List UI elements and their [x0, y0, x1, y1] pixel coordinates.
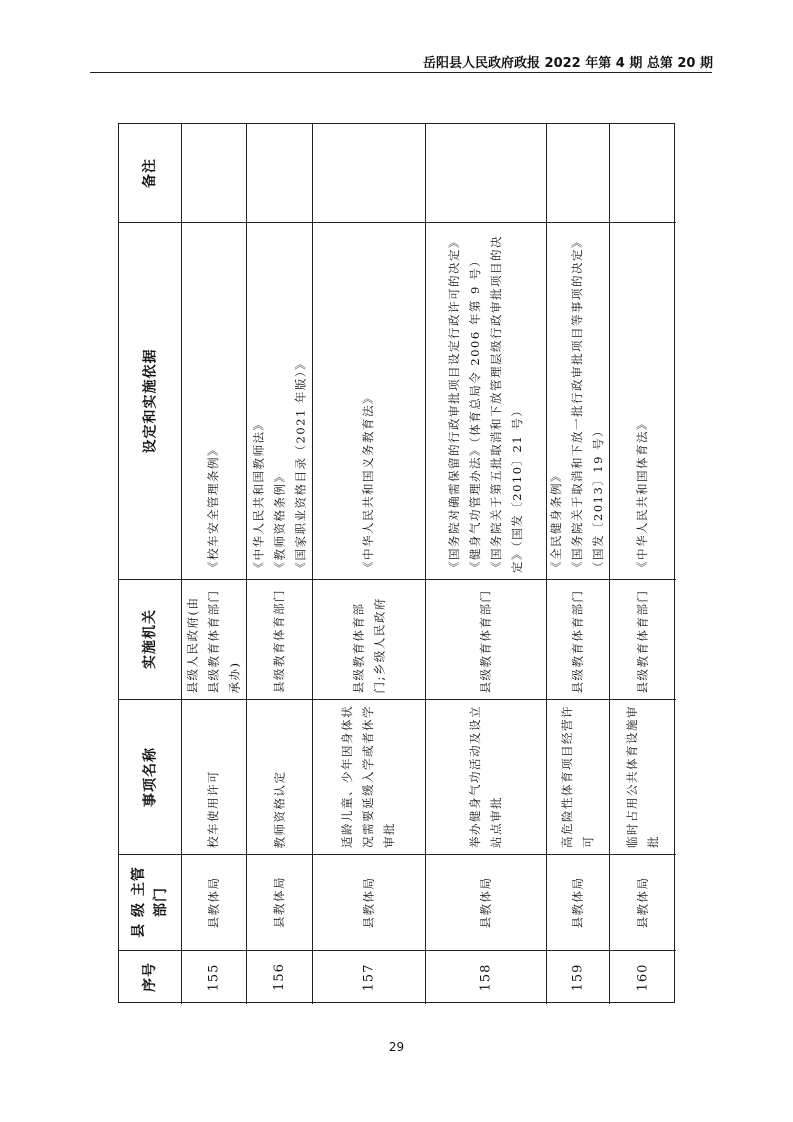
basis-entry: 《国家职业资格目录（2021 年版）》 — [292, 356, 307, 573]
basis-entry: 《中华人民共和国教师法》 — [250, 417, 265, 573]
row-4-note — [546, 124, 609, 222]
basis-entry: 《国务院关于取消和下放一批行政审批项目等事项的决定》（国发〔2013〕19 号） — [570, 235, 605, 573]
header-label-agency: 实施机关 — [142, 609, 158, 669]
basis-entry: 《国务院对确需保留的行政审批项目设定行政许可的决定》 — [446, 235, 461, 573]
basis-entry: 《中华人民共和国体育法》 — [635, 417, 649, 573]
row-5-dept — [609, 854, 676, 950]
row-4-dept — [546, 854, 609, 950]
cell-text-item: 校车使用许可 — [206, 770, 220, 848]
row-5-agency — [609, 579, 676, 699]
row-3-agency — [425, 579, 546, 699]
header-basis — [119, 222, 181, 579]
cell-text-seq: 155 — [206, 963, 221, 991]
row-2-agency — [312, 579, 425, 699]
row-5-note — [609, 124, 676, 222]
header-agency — [119, 579, 181, 699]
row-0-dept — [181, 854, 246, 950]
permit-table — [118, 123, 675, 1003]
header-divider — [90, 72, 712, 73]
row-2-item — [312, 699, 425, 854]
row-4-item — [546, 699, 609, 854]
cell-text-dept: 县教体局 — [206, 876, 220, 928]
header-seq — [119, 950, 181, 1004]
header-note — [119, 124, 181, 222]
cell-text-item: 举办健身气功活动及设立站点审批 — [467, 705, 503, 848]
row-1-note — [246, 124, 312, 222]
cell-text-dept: 县教体局 — [361, 876, 375, 928]
cell-text-seq: 156 — [271, 963, 287, 991]
cell-text-item: 高危险性体育项目经营许可 — [559, 705, 595, 848]
row-3-note — [425, 124, 546, 222]
cell-text-agency: 县级教育体育部门 — [271, 589, 286, 693]
row-3-item — [425, 699, 546, 854]
header-label-basis: 设定和实施依据 — [142, 348, 158, 453]
cell-text-agency: 县级人民政府(由县级教育体育部门承办) — [185, 589, 241, 693]
row-2-dept — [312, 854, 425, 950]
header-label-note: 备注 — [142, 158, 158, 188]
row-1-seq — [246, 950, 312, 1004]
cell-text-item: 适龄儿童、少年因身体状况需要延缓入学或者休学审批 — [340, 705, 396, 848]
row-3-dept — [425, 854, 546, 950]
basis-entry: 《教师资格条例》 — [271, 469, 286, 573]
row-0-item — [181, 699, 246, 854]
row-1-item — [246, 699, 312, 854]
cell-text-dept: 县教体局 — [635, 876, 649, 928]
row-3-basis — [425, 222, 546, 579]
row-4-seq — [546, 950, 609, 1004]
row-0-note — [181, 124, 246, 222]
cell-text-agency: 县级教育体育部门;乡级人民政府 — [350, 596, 386, 693]
header-item — [119, 699, 181, 854]
row-0-agency — [181, 579, 246, 699]
cell-text-dept: 县教体局 — [271, 876, 286, 928]
header-dept — [119, 854, 181, 950]
basis-entry: 《中华人民共和国义务教育法》 — [361, 391, 375, 573]
row-1-agency — [246, 579, 312, 699]
cell-text-dept: 县教体局 — [478, 876, 492, 928]
cell-text-item: 教师资格认定 — [271, 770, 286, 848]
cell-text-agency: 县级教育体育部门 — [478, 589, 492, 693]
row-4-agency — [546, 579, 609, 699]
row-2-basis — [312, 222, 425, 579]
header-label-dept: 县 级 主管部门 — [131, 866, 169, 938]
row-2-seq — [312, 950, 425, 1004]
cell-text-seq: 159 — [570, 963, 585, 991]
row-1-basis — [246, 222, 312, 579]
basis-entry: 《全民健身条例》 — [549, 469, 563, 573]
row-2-note — [312, 124, 425, 222]
header-label-item: 事项名称 — [142, 746, 158, 807]
running-header: 岳阳县人民政府政报 2022 年第 4 期 总第 20 期 — [423, 56, 713, 71]
cell-text-agency: 县级教育体育部门 — [570, 589, 584, 693]
cell-text-seq: 160 — [635, 963, 650, 991]
basis-entry: 《健身气功管理办法》（体育总局令 2006 年第 9 号） — [467, 254, 482, 573]
row-4-basis — [546, 222, 609, 579]
row-5-basis — [609, 222, 676, 579]
row-1-dept — [246, 854, 312, 950]
cell-text-seq: 157 — [361, 963, 376, 991]
cell-text-item: 临时占用公共体育设施审批 — [624, 705, 660, 848]
row-0-seq — [181, 950, 246, 1004]
cell-text-seq: 158 — [478, 963, 493, 991]
page-number: 29 — [388, 1040, 405, 1054]
row-0-basis — [181, 222, 246, 579]
basis-entry: 《校车安全管理条例》 — [206, 443, 220, 573]
row-3-seq — [425, 950, 546, 1004]
basis-entry: 《国务院关于第五批取消和下放管理层级行政审批项目的决定》（国发〔2010〕21 号） — [488, 235, 524, 573]
row-5-item — [609, 699, 676, 854]
cell-text-agency: 县级教育体育部门 — [635, 589, 649, 693]
row-5-seq — [609, 950, 676, 1004]
header-label-seq: 序号 — [142, 962, 158, 992]
cell-text-dept: 县教体局 — [570, 876, 584, 928]
